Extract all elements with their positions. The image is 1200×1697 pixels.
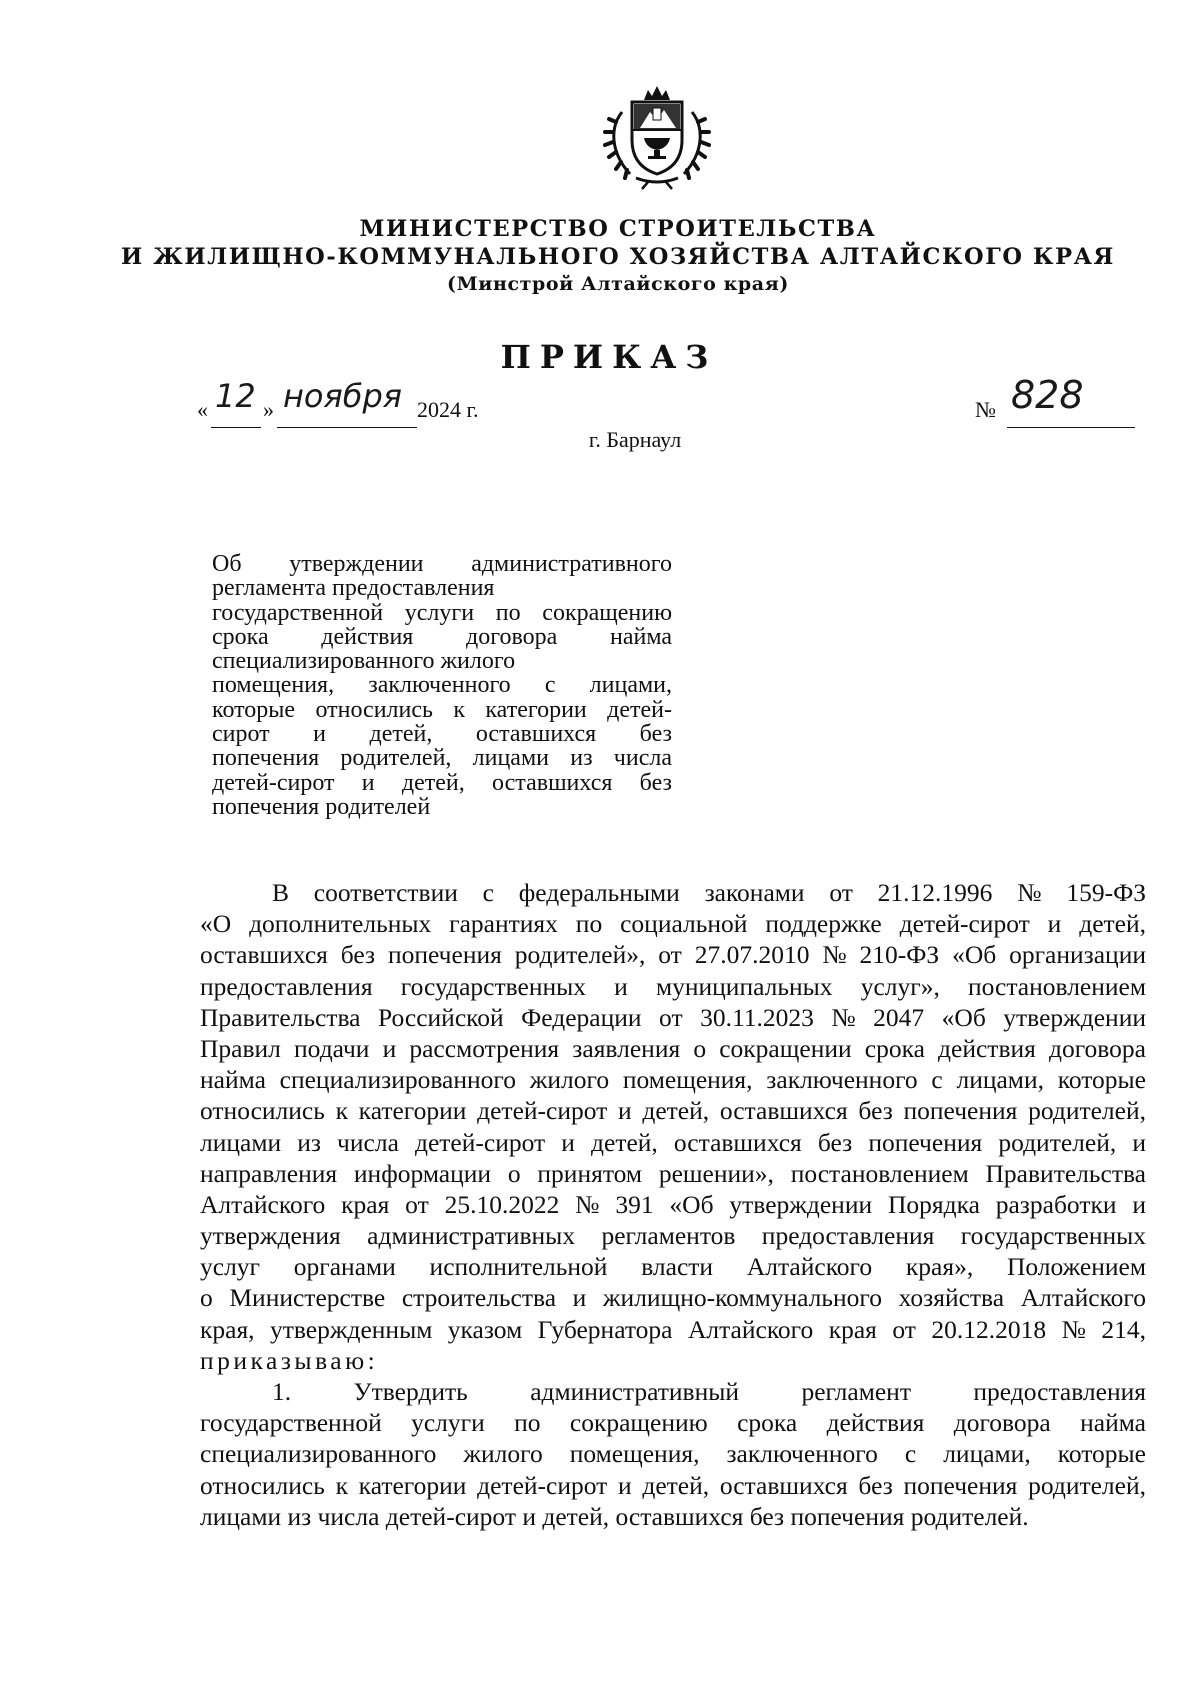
body-line-decree-word: приказываю:	[200, 1345, 379, 1375]
subject-line: помещения, заключенного с лицами,	[212, 672, 672, 699]
order-number	[975, 373, 1135, 429]
body-line: найма специализированного жилого помещения, заключенного с лицами, которые	[200, 1065, 1146, 1095]
body-line: относились к категории детей-сирот и детей, оставшихся без попечения родителей,	[200, 1470, 1146, 1500]
body-line: Алтайского края от 25.10.2022 № 391 «Об утверждении Порядка разработки и	[200, 1189, 1146, 1219]
subject-line: государственной услуги по сокращению	[212, 599, 672, 626]
body-line: относились к категории детей-сирот и детей, оставшихся без попечения родителей,	[200, 1096, 1146, 1126]
body-line: о Министерстве строительства и жилищно-коммунального хозяйства Алтайского	[200, 1283, 1146, 1313]
body-line: Правительства Российской Федерации от 30.11.2023 № 2047 «Об утверждении	[200, 1002, 1146, 1032]
coat-of-arms-emblem	[600, 82, 714, 190]
subject-line: специализированного жилого	[212, 648, 516, 675]
subject-line: детей-сирот и детей, оставшихся без	[212, 769, 672, 796]
body-line: предоставления государственных и муниципальных услуг», постановлением	[200, 971, 1146, 1001]
order-body	[200, 877, 1146, 1532]
subject-line: сирот и детей, оставшихся без	[212, 721, 672, 748]
subject-line: попечения родителей, лицами из числа	[212, 745, 672, 772]
coat-of-arms-icon	[600, 82, 714, 190]
city-name: г. Барнаул	[588, 427, 682, 452]
body-line: специализированного жилого помещения, заключенного с лицами, которые	[200, 1439, 1146, 1469]
body-line: направления информации о принятом решении», постановлением Правительства	[200, 1158, 1146, 1188]
body-line: края, утвержденным указом Губернатора Алтайского края от 20.12.2018 № 214,	[200, 1314, 1146, 1344]
subject-line: срока действия договора найма	[212, 623, 672, 650]
subject-line: попечения родителей	[212, 793, 431, 820]
body-line: услуг органами исполнительной власти Алтайского края», Положением	[200, 1252, 1146, 1282]
body-line: оставшихся без попечения родителей», от 27.07.2010 № 210-ФЗ «Об организации	[200, 940, 1146, 970]
body-line: 1. Утвердить административный регламент предоставления	[272, 1377, 1146, 1406]
subject-line: Об утверждении административного	[212, 551, 672, 577]
close-quote: »	[263, 397, 274, 422]
order-title: ПРИКАЗ	[500, 338, 718, 376]
open-quote: «	[197, 397, 208, 422]
order-subject	[212, 552, 672, 819]
order-number-handwritten: 828	[1011, 373, 1084, 417]
body-line: лицами из числа детей-сирот и детей, оставшихся без попечения родителей.	[200, 1501, 1029, 1531]
subject-line: которые относились к категории детей-	[212, 696, 672, 723]
body-line: государственной услуги по сокращению срока действия договора найма	[200, 1408, 1146, 1438]
ministry-short-name: (Минстрой Алтайского края)	[447, 273, 789, 295]
ministry-name-line2: И ЖИЛИЩНО-КОММУНАЛЬНОГО ХОЗЯЙСТВА АЛТАЙСКОГО КРАЯ	[121, 244, 1115, 270]
subject-line: регламента предоставления	[212, 575, 495, 602]
body-line: В соответствии с федеральными законами от 21.12.1996 № 159-ФЗ	[272, 878, 1146, 907]
date-day-handwritten: 12	[215, 377, 256, 415]
body-line: «О дополнительных гарантиях по социальной поддержке детей-сирот и детей,	[200, 909, 1146, 939]
body-line: Правил подачи и рассмотрения заявления о сокращении срока действия договора	[200, 1033, 1146, 1063]
body-line: лицами из числа детей-сирот и детей, оставшихся без попечения родителей, и	[200, 1127, 1146, 1157]
ministry-name-line1: МИНИСТЕРСТВО СТРОИТЕЛЬСТВА	[359, 216, 877, 242]
date-month-handwritten: ноября	[283, 377, 403, 415]
body-line: утверждения административных регламентов предоставления государственных	[200, 1221, 1146, 1251]
date-year: 2024 г.	[417, 397, 479, 422]
number-label: №	[975, 397, 996, 422]
